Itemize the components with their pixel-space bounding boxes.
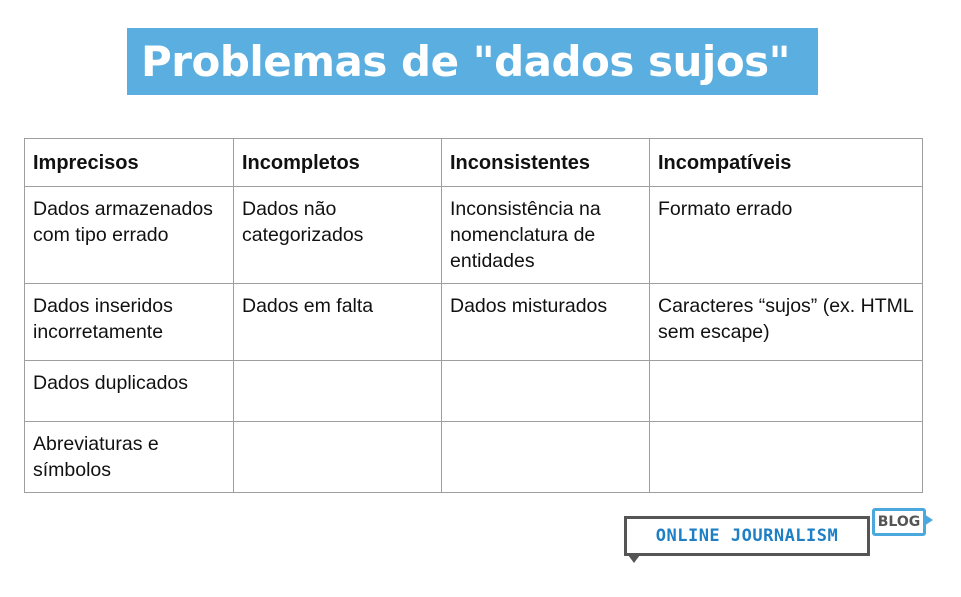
logo-main-text: ONLINE JOURNALISM: [655, 526, 839, 546]
table-cell: Formato errado: [650, 187, 923, 284]
logo-blog-text: BLOG: [877, 514, 921, 530]
table-cell: Inconsistência na nomenclatura de entidades: [442, 187, 650, 284]
table-row: [25, 361, 923, 422]
table-cell: Caracteres “sujos” (ex. HTML sem escape): [650, 284, 923, 361]
table-cell: [442, 361, 650, 422]
table-cell: Dados misturados: [442, 284, 650, 361]
title-banner: [127, 28, 818, 95]
table-cell: Dados duplicados: [25, 361, 234, 422]
table-row: [25, 187, 923, 284]
table-header-row: [25, 139, 923, 187]
header-incompletos: Incompletos: [234, 139, 442, 187]
bubble-tail-icon: [924, 514, 933, 526]
table-cell: Dados não categorizados: [234, 187, 442, 284]
dirty-data-table: [24, 138, 923, 493]
table-cell: Dados inseridos incorretamente: [25, 284, 234, 361]
header-imprecisos: Imprecisos: [25, 139, 234, 187]
speech-tail-icon: [628, 555, 640, 563]
header-incompativeis: Incompatíveis: [650, 139, 923, 187]
logo-main-box: [624, 516, 870, 556]
online-journalism-blog-logo: [624, 506, 936, 566]
table-cell: [442, 422, 650, 493]
table-cell: Abreviaturas e símbolos: [25, 422, 234, 493]
header-inconsistentes: Inconsistentes: [442, 139, 650, 187]
table-cell: [650, 422, 923, 493]
table-cell: Dados em falta: [234, 284, 442, 361]
logo-blog-bubble: [872, 508, 926, 536]
table-row: [25, 284, 923, 361]
table-row: [25, 422, 923, 493]
table-cell: Dados armazenados com tipo errado: [25, 187, 234, 284]
table-cell: [234, 361, 442, 422]
table-cell: [234, 422, 442, 493]
table-cell: [650, 361, 923, 422]
page-title: Problemas de "dados sujos": [141, 37, 791, 86]
